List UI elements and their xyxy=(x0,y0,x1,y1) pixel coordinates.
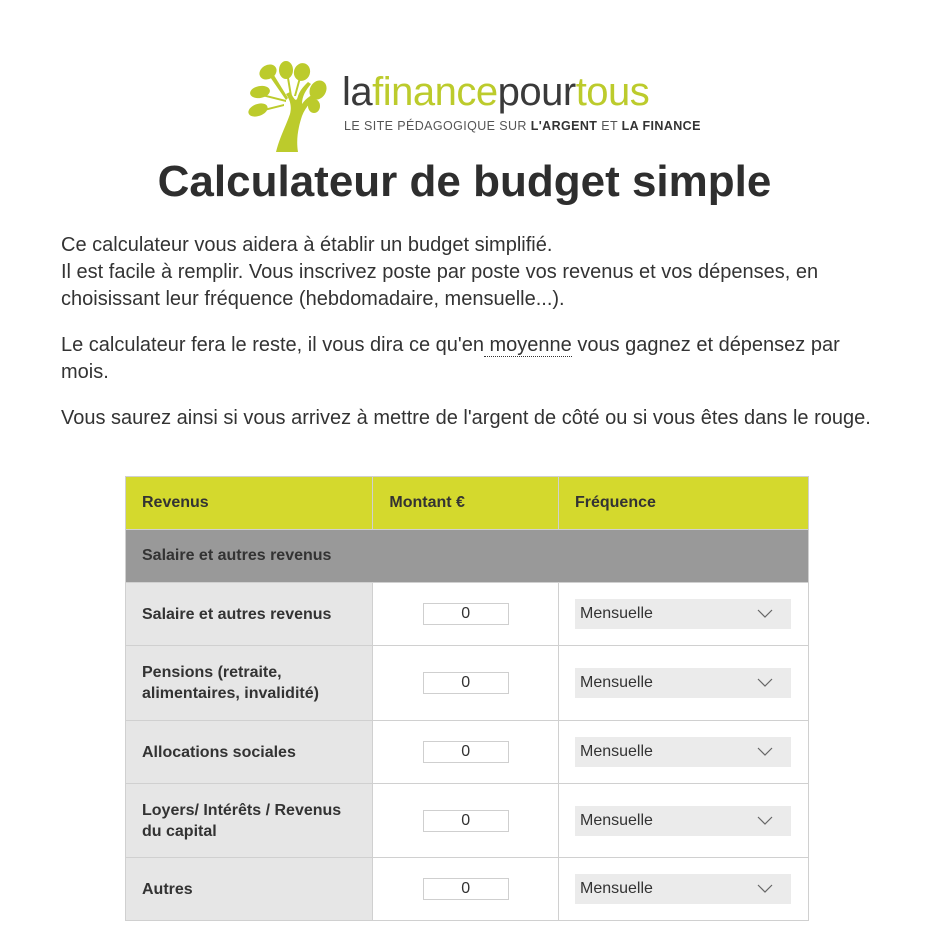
tree-logo-icon xyxy=(246,56,336,152)
table-header-row xyxy=(126,477,809,530)
frequency-select[interactable]: Mensuelle xyxy=(575,737,791,767)
table-row xyxy=(126,646,809,721)
amount-input[interactable] xyxy=(423,810,509,832)
amount-input[interactable] xyxy=(423,672,509,694)
intro-paragraph-2: Le calculateur fera le reste, il vous dira ce qu'en moyenne vous gagnez et dépensez par mois. xyxy=(61,334,840,383)
moyenne-abbreviation[interactable]: moyenne xyxy=(483,334,572,356)
table-row xyxy=(126,721,809,784)
site-logo[interactable] xyxy=(246,56,701,152)
intro-paragraph-3: Vous saurez ainsi si vous arrivez à mettre de l'argent de côté ou si vous êtes dans le rouge. xyxy=(61,407,871,429)
intro-paragraph-1: Ce calculateur vous aidera à établir un budget simplifié. Il est facile à remplir. Vous inscrivez poste par poste vos revenus et vos dépenses, en choisissant leur fréquence (hebdomadaire, mensuelle...). xyxy=(61,234,819,310)
row-label: Salaire et autres revenus xyxy=(126,583,373,646)
amount-input[interactable] xyxy=(423,741,509,763)
logo-wordmark: lafinancepourtous xyxy=(342,70,650,114)
row-label: Allocations sociales xyxy=(126,721,373,784)
chevron-down-icon xyxy=(757,747,773,757)
intro-text xyxy=(61,232,871,451)
row-label: Pensions (retraite, alimentaires, invalidité) xyxy=(126,646,373,721)
chevron-down-icon xyxy=(757,816,773,826)
income-table xyxy=(125,476,809,921)
amount-input[interactable] xyxy=(423,603,509,625)
chevron-down-icon xyxy=(757,609,773,619)
frequency-select[interactable]: Mensuelle xyxy=(575,668,791,698)
page-title: Calculateur de budget simple xyxy=(157,157,772,206)
logo-tagline: LE SITE PÉDAGOGIQUE SUR L'ARGENT ET LA FINANCE xyxy=(344,119,701,133)
chevron-down-icon xyxy=(757,884,773,894)
frequency-select[interactable]: Mensuelle xyxy=(575,806,791,836)
amount-input[interactable] xyxy=(423,878,509,900)
table-row xyxy=(126,784,809,858)
section-title: Salaire et autres revenus xyxy=(126,530,809,583)
column-header-revenus: Revenus xyxy=(126,477,373,530)
chevron-down-icon xyxy=(757,678,773,688)
section-row xyxy=(126,530,809,583)
frequency-select[interactable]: Mensuelle xyxy=(575,874,791,904)
table-row xyxy=(126,858,809,921)
column-header-frequence: Fréquence xyxy=(558,477,808,530)
frequency-select[interactable]: Mensuelle xyxy=(575,599,791,629)
row-label: Loyers/ Intérêts / Revenus du capital xyxy=(126,784,373,858)
table-row xyxy=(126,583,809,646)
row-label: Autres xyxy=(126,858,373,921)
column-header-montant: Montant € xyxy=(373,477,559,530)
